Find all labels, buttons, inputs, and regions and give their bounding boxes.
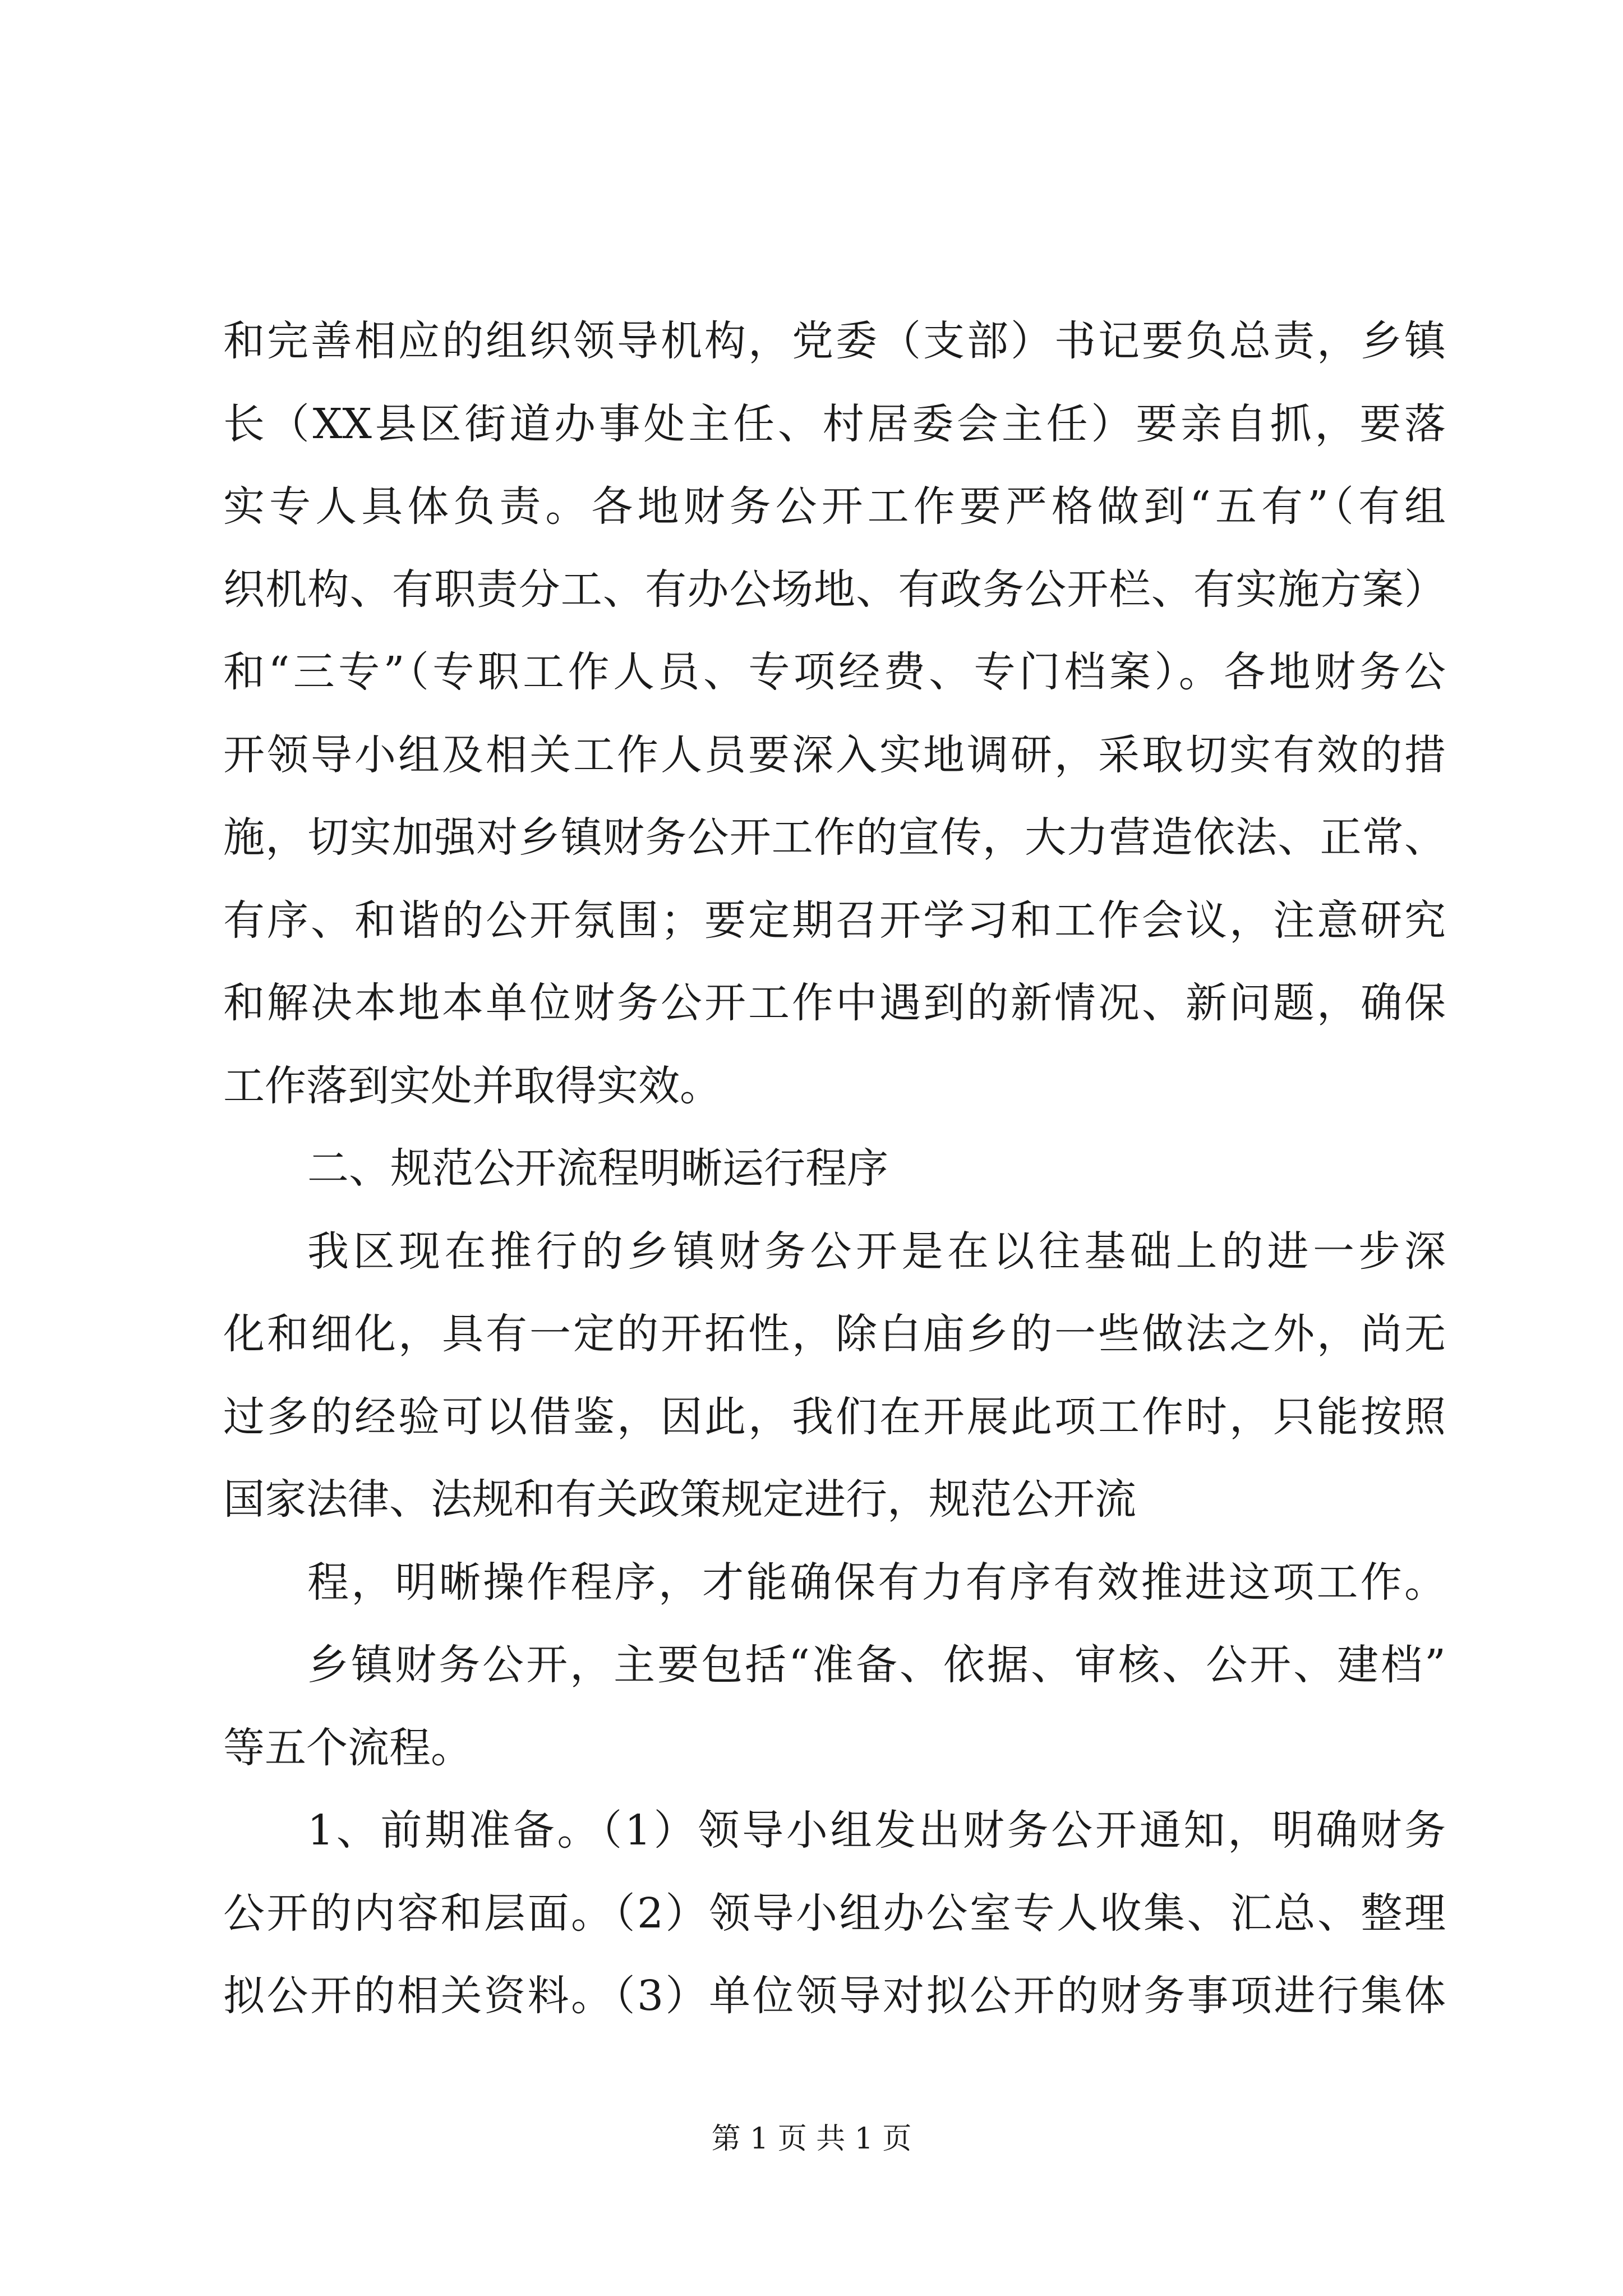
text-line: 长（XX县区街道办事处主任、村居委会主任）要亲自抓，要落 bbox=[223, 399, 1446, 448]
text-line: 工作落到实处并取得实效。 bbox=[223, 1061, 721, 1110]
page-footer: 第 1 页 共 1 页 bbox=[711, 2122, 912, 2156]
text-line: 化和细化，具有一定的开拓性，除白庙乡的一些做法之外，尚无 bbox=[223, 1310, 1446, 1358]
text-line: 和完善相应的组织领导机构，党委（支部）书记要负总责，乡镇 bbox=[223, 317, 1446, 365]
text-line: 和“三专”（专职工作人员、专项经费、专门档案）。各地财务公 bbox=[223, 648, 1446, 696]
text-line: 我区现在推行的乡镇财务公开是在以往基础上的进一步深 bbox=[307, 1227, 1446, 1276]
section-heading: 二、规范公开流程明晰运行程序 bbox=[307, 1144, 888, 1193]
text-line: 织机构、有职责分工、有办公场地、有政务公开栏、有实施方案） bbox=[223, 565, 1446, 614]
text-line: 有序、和谐的公开氛围；要定期召开学习和工作会议，注意研究 bbox=[223, 896, 1446, 945]
text-line: 实专人具体负责。各地财务公开工作要严格做到“五有”（有组 bbox=[223, 482, 1446, 531]
text-line: 过多的经验可以借鉴，因此，我们在开展此项工作时，只能按照 bbox=[223, 1392, 1446, 1441]
text-line: 施，切实加强对乡镇财务公开工作的宣传，大力营造依法、正常、 bbox=[223, 813, 1446, 862]
text-line: 等五个流程。 bbox=[223, 1723, 472, 1772]
text-line: 程，明晰操作程序，才能确保有力有序有效推进这项工作。 bbox=[307, 1558, 1446, 1607]
text-line: 国家法律、法规和有关政策规定进行，规范公开流 bbox=[223, 1475, 1136, 1524]
text-line: 开领导小组及相关工作人员要深入实地调研，采取切实有效的措 bbox=[223, 730, 1446, 779]
text-line: 公开的内容和层面。（2）领导小组办公室专人收集、汇总、整理 bbox=[223, 1889, 1446, 1938]
text-line: 和解决本地本单位财务公开工作中遇到的新情况、新问题，确保 bbox=[223, 979, 1446, 1027]
text-line: 1、前期准备。（1）领导小组发出财务公开通知，明确财务 bbox=[307, 1806, 1446, 1855]
text-line: 乡镇财务公开，主要包括“准备、依据、审核、公开、建档” bbox=[307, 1641, 1446, 1689]
body-text bbox=[223, 300, 1446, 2038]
text-line: 拟公开的相关资料。（3）单位领导对拟公开的财务事项进行集体 bbox=[223, 1972, 1446, 2020]
